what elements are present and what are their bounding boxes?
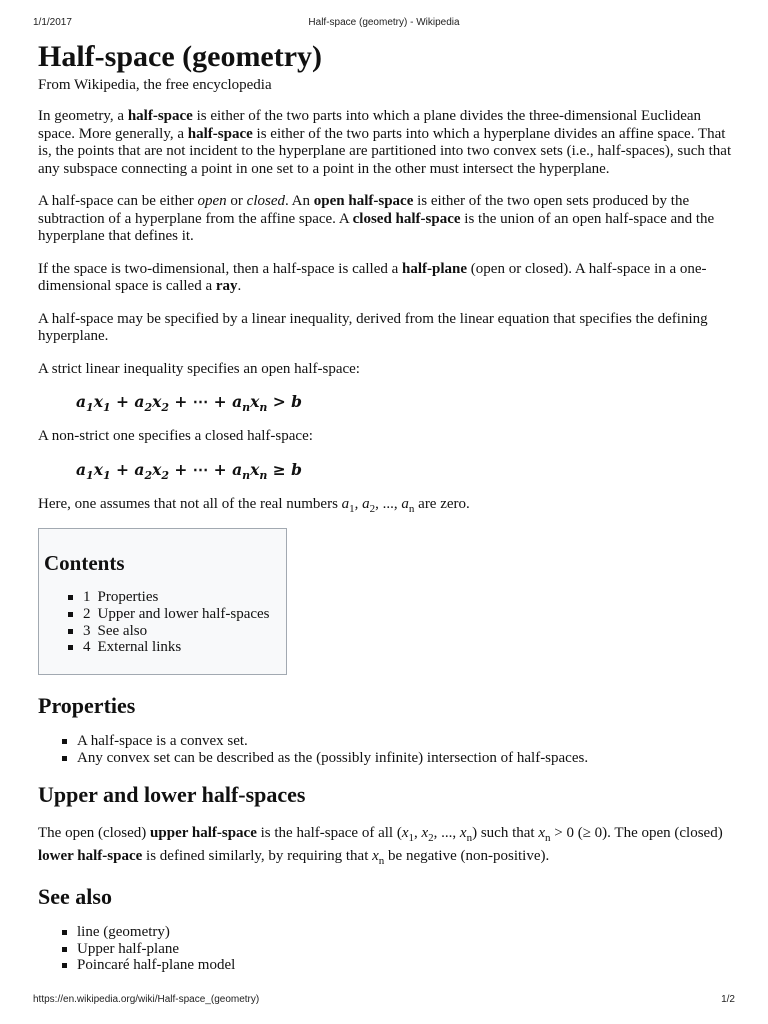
toc-item-upper-lower[interactable] xyxy=(68,606,286,623)
text: . xyxy=(237,278,242,294)
math-operator: + xyxy=(110,459,135,479)
math-symbol: a xyxy=(232,459,243,479)
toc-number: 4 xyxy=(83,639,91,656)
intro-paragraph-3 xyxy=(38,261,732,296)
text: > 0 (≥ 0). The open (closed) xyxy=(550,824,723,841)
text: In geometry, a xyxy=(38,108,128,124)
list-item: A half-space is a convex set. xyxy=(62,733,732,750)
text: , ..., xyxy=(375,495,402,512)
math-subscript: n xyxy=(408,502,415,515)
text: Here, one assumes that not all of the real numbers xyxy=(38,495,342,512)
print-footer xyxy=(33,994,735,1008)
print-date: 1/1/2017 xyxy=(33,17,72,28)
math-symbol: x xyxy=(152,392,162,411)
math-relation: > xyxy=(267,392,292,411)
see-also-link[interactable]: Poincaré half-plane model xyxy=(62,957,732,974)
math-relation: ≥ xyxy=(267,459,292,479)
math-subscript: 1 xyxy=(86,468,94,482)
text: or xyxy=(226,193,247,209)
math-subscript: 2 xyxy=(161,401,169,415)
intro-paragraph-1 xyxy=(38,108,732,178)
math-variable: a xyxy=(341,495,350,512)
toc-item-external-links[interactable] xyxy=(68,639,286,656)
math-subscript: 1 xyxy=(86,401,94,415)
text: The open (closed) xyxy=(38,824,151,841)
print-header xyxy=(33,17,735,31)
text: is either of the two open sets produced by the subtraction of a hyperplane from the affine space. A xyxy=(38,193,690,227)
text: be negative (non-positive). xyxy=(384,848,550,865)
math-variable: x xyxy=(459,824,467,841)
intro-paragraph-7 xyxy=(38,496,732,514)
math-subscript: 2 xyxy=(369,502,376,515)
text: is the half-space of all ( xyxy=(256,824,402,841)
math-subscript: n xyxy=(545,831,551,844)
upper-lower-paragraph xyxy=(38,822,732,869)
math-symbol: b xyxy=(291,459,302,479)
term-ray: ray xyxy=(215,278,238,294)
toc-number: 1 xyxy=(83,589,91,605)
math-variable: a xyxy=(401,495,409,512)
properties-list xyxy=(38,733,732,767)
toc-link[interactable]: Properties xyxy=(97,589,159,605)
math-symbol: x xyxy=(93,392,103,411)
text: A half-space can be either xyxy=(38,193,198,209)
section-heading-upper-lower: Upper and lower half-spaces xyxy=(38,781,306,807)
math-subscript: 2 xyxy=(144,401,153,415)
math-subscript: n xyxy=(259,401,268,415)
section-heading-see-also: See also xyxy=(38,883,112,909)
math-symbol: x xyxy=(250,459,260,479)
text: (open or closed). A half-space in a one-dimensional space is called a xyxy=(38,260,707,294)
term-closed-half-space: closed half-space xyxy=(352,210,461,227)
text: . An xyxy=(285,193,314,209)
intro-paragraph-6: A non-strict one specifies a closed half-space: xyxy=(38,428,313,444)
term-upper-half-space: upper half-space xyxy=(150,824,257,841)
math-variable: a xyxy=(362,495,370,512)
list-item: Any convex set can be described as the (possibly infinite) intersection of half-spaces. xyxy=(62,750,732,767)
tagline: From Wikipedia, the free encyclopedia xyxy=(38,77,272,93)
see-also-link[interactable]: Upper half-plane xyxy=(62,941,732,958)
math-variable: x xyxy=(538,824,545,841)
term-open-half-space: open half-space xyxy=(313,193,414,209)
section-heading-properties: Properties xyxy=(38,693,136,719)
print-url: https://en.wikipedia.org/wiki/Half-space_(geometry) xyxy=(33,994,260,1005)
math-subscript: 1 xyxy=(102,401,111,415)
term-closed: closed xyxy=(246,193,285,209)
text: is the union of an open half-space and the hyperplane that defines it. xyxy=(38,210,715,244)
math-symbol: x xyxy=(93,459,103,479)
intro-paragraph-4: A half-space may be specified by a linear inequality, derived from the linear equation that specifies the defining hyperplane. xyxy=(38,310,708,344)
math-subscript: n xyxy=(242,401,251,415)
math-subscript: 1 xyxy=(349,502,355,515)
text: ) such that xyxy=(472,824,539,841)
text: are zero. xyxy=(414,495,470,512)
term-open: open xyxy=(197,193,227,209)
formula-open xyxy=(76,392,732,415)
math-symbol: x xyxy=(152,459,162,479)
intro-paragraph-2 xyxy=(38,193,732,246)
text: If the space is two-dimensional, then a half-space is called a xyxy=(38,260,403,277)
formula-closed xyxy=(76,459,732,482)
text: is either of the two parts into which a hyperplane divides an affine space. That is, the points that are not incident to the hyperplane are partitioned into two convex sets (i.e., half-spaces), such that any subspace connecting a point in one set to a point in the other must intersect the hyperplane. xyxy=(38,125,732,177)
text: is either of the two parts into which a plane divides the three-dimensional Euclidean space. More generally, a xyxy=(38,108,702,142)
term-half-space: half-space xyxy=(127,108,193,124)
math-symbol: a xyxy=(134,459,145,479)
math-variable: x xyxy=(401,824,409,841)
toc-number: 2 xyxy=(83,605,91,622)
term-half-space: half-space xyxy=(187,125,253,142)
toc-list xyxy=(44,589,286,656)
text: , xyxy=(354,495,363,512)
page-number: 1/2 xyxy=(721,994,735,1005)
math-operator: + xyxy=(110,392,135,411)
term-half-plane: half-plane xyxy=(402,260,468,277)
text: , xyxy=(414,824,422,841)
math-subscript: 1 xyxy=(408,831,414,844)
math-operator: + ⋯ + xyxy=(169,392,233,411)
math-symbol: a xyxy=(134,392,145,411)
math-subscript: n xyxy=(378,855,385,868)
intro-paragraph-5: A strict linear inequality specifies an open half-space: xyxy=(38,360,360,377)
math-symbol: x xyxy=(250,392,260,411)
see-also-link[interactable]: line (geometry) xyxy=(62,924,732,941)
math-variable: x xyxy=(421,824,429,841)
math-symbol: a xyxy=(232,392,243,411)
math-subscript: 2 xyxy=(144,468,153,482)
math-variable: x xyxy=(372,848,379,865)
toc-title: Contents xyxy=(44,551,125,575)
math-symbol: a xyxy=(76,392,87,411)
toc-link[interactable]: See also xyxy=(97,622,148,639)
table-of-contents xyxy=(38,528,287,675)
math-symbol: a xyxy=(76,459,87,479)
math-symbol: b xyxy=(291,392,302,411)
print-title: Half-space (geometry) - Wikipedia xyxy=(308,17,460,28)
toc-link[interactable]: External links xyxy=(97,639,182,656)
term-lower-half-space: lower half-space xyxy=(38,848,143,865)
article xyxy=(38,38,732,974)
page-title: Half-space (geometry) xyxy=(38,40,323,73)
text: , ..., xyxy=(433,824,460,841)
math-subscript: n xyxy=(466,831,473,844)
math-subscript: 2 xyxy=(428,831,434,844)
math-operator: + ⋯ + xyxy=(169,459,233,479)
math-subscript: n xyxy=(242,468,251,482)
math-subscript: 1 xyxy=(102,468,111,482)
toc-item-see-also[interactable] xyxy=(68,623,286,640)
math-subscript: n xyxy=(259,468,268,482)
toc-number: 3 xyxy=(83,622,91,639)
toc-item-properties[interactable] xyxy=(68,589,286,606)
text: is defined similarly, by requiring that xyxy=(142,848,373,865)
see-also-list xyxy=(38,924,732,974)
math-subscript: 2 xyxy=(161,468,169,482)
toc-link[interactable]: Upper and lower half-spaces xyxy=(97,605,270,622)
